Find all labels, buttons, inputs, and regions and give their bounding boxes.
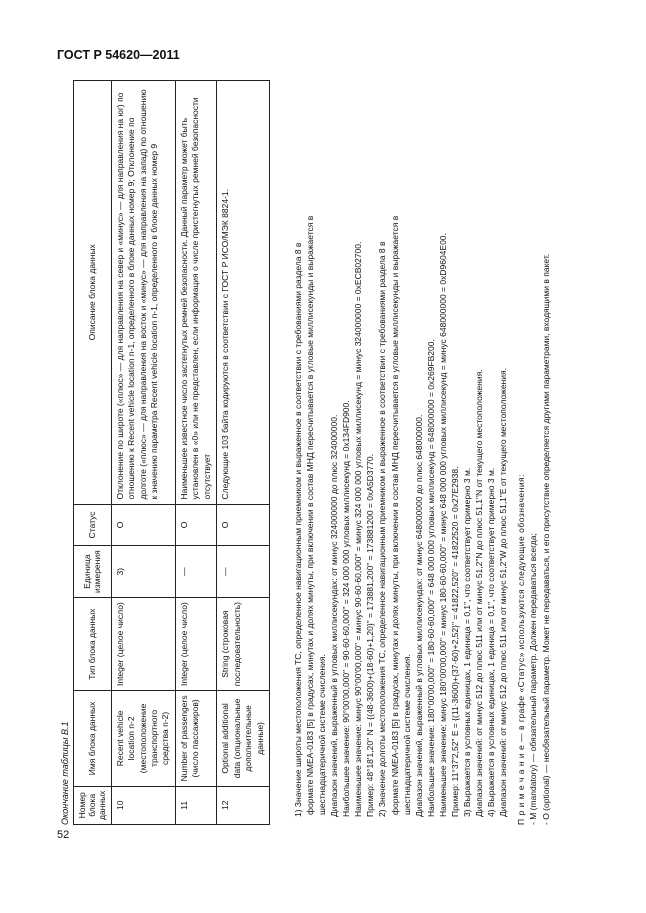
table-caption: Окончание таблицы В.1 xyxy=(60,721,70,825)
cell-name: Number of passengers (число пассажиров) xyxy=(175,691,216,786)
col-header-name: Имя блока данных xyxy=(74,691,112,786)
cell-unit: 3) xyxy=(111,546,175,598)
col-header-type: Тип блока данных xyxy=(74,598,112,691)
footnote-line: Наименьшее значение: минус 90°00'00,000" = минус 90·60·60,000" = минус 324 000 000 угловых миллисекунд = минус 324000000 = 0xECB02700. xyxy=(353,241,364,817)
footnotes-block xyxy=(292,80,552,825)
cell-type: Integer (целое число) xyxy=(175,598,216,691)
cell-number: 11 xyxy=(175,786,216,824)
footnote-line: шестнадцатеричной системе счисления. xyxy=(401,654,412,815)
cell-unit: — xyxy=(217,546,270,598)
table-row xyxy=(111,81,175,825)
cell-name: Optional additional data (опциональные дополнительные данные) xyxy=(217,691,270,786)
footnote-line: Диапазон значений, выраженный в угловых миллисекундах: от минус 324000000 до плюс 324000000. xyxy=(329,414,340,817)
footnote-line: Диапазон значений: от минус 512 до плюс 511 или от минус 51,2"N до плюс 51,1"N от текущего местоположения. xyxy=(473,369,484,817)
table-header-row xyxy=(74,81,112,825)
footnote-line: 1) Значение широты местоположения ТС, определенное навигационным приемником и выраженное в соответствии с требованиями раздела 8 в xyxy=(293,242,303,817)
note-item: - O (optional) — необязательный параметр. Может не передаваться, и его присутствие определяется другими параметрами, входящими в пакет. xyxy=(540,253,551,825)
cell-type: Integer (целое число) xyxy=(111,598,175,691)
table-row xyxy=(217,81,270,825)
cell-description: Следующие 103 байта кодируются в соответствии с ГОСТ Р ИСО/МЭК 8824-1. xyxy=(217,81,270,505)
footnote-line: Пример: 48°18'1,20" N = {(48·3600)+(18·60)+1,20}" = 173881,200" = 173881200 = 0xA5D3770. xyxy=(365,453,376,817)
document-header: ГОСТ Р 54620—2011 xyxy=(57,48,180,62)
footnote-line: формате NMEA-0183 [5] в градусах, минутах и долях минуты, при включении в состав МНД пересчитывается в угловые миллисекунды и выражается в xyxy=(305,215,316,815)
footnote-line: Диапазон значений, выраженный в угловых миллисекундах: от минус 648000000 до плюс 648000000. xyxy=(413,414,424,817)
footnote-line: формате NMEA-0183 [5] в градусах, минутах и долях минуты, при включении в состав МНД пересчитывается в угловые миллисекунды и выражается в xyxy=(389,215,400,815)
cell-number: 12 xyxy=(217,786,270,824)
cell-name: Recent vehicle location n-2 (местоположение транспортного средства n-2) xyxy=(111,691,175,786)
table-row xyxy=(175,81,216,825)
cell-status: O xyxy=(175,504,216,546)
cell-unit: — xyxy=(175,546,216,598)
note-item: - M (mandatory) — обязательный параметр. Должен передаваться всегда; xyxy=(528,533,539,825)
page-number: 52 xyxy=(57,829,70,841)
footnote-line: Пример: 11°37'2,52" E = {(11·3600)+(37·60)+2,52}" = 41822,520" = 41822520 = 0x27E2938. xyxy=(449,466,460,817)
footnote-line: Наибольшее значение: 90°00'00,000" = 90·60·60,000" = 324 000 000 угловых миллисекунд = 0x134FD900. xyxy=(341,400,352,817)
note-title: П р и м е ч а н и е — в графе «Статус» используются следующие обозначения: xyxy=(516,473,527,825)
cell-status: O xyxy=(217,504,270,546)
footnote-line: 3) Выражается в условных единицах, 1 единица = 0,1", что соответствует примерно 3 м. xyxy=(461,467,472,817)
col-header-number: Номер блока данных xyxy=(74,786,112,824)
rotated-page-content xyxy=(60,80,580,825)
cell-type: String (строковая последовательность) xyxy=(217,598,270,691)
col-header-description: Описание блока данных xyxy=(74,81,112,505)
cell-description: Отклонение по широте («плюс» — для направления на север и «минус» — для направления на юг) по отношению к Recent vehicle location n-1, определенного в блоке данных номер 9; Отклонение по долготе («плюс» — для направления на восток и «минус» — для направления на запад) по отношению к значению параметра Recent vehicle location n-1, определенного в блоке данных номер 9 xyxy=(111,81,175,505)
col-header-status: Статус xyxy=(74,504,112,546)
data-block-table xyxy=(73,80,270,825)
footnote-line: Наименьшее значение: минус 180°00'00,000" = минус 180·60·60,000" = минус 648 000 000 угловых миллисекунд = минус 648000000 = 0xD9604E00. xyxy=(437,233,448,817)
cell-number: 10 xyxy=(111,786,175,824)
footnote-line: 4) Выражается в условных единицах, 1 единица = 0,1", что соответствует примерно 3 м. xyxy=(486,467,496,817)
col-header-unit: Единица измерения xyxy=(74,546,112,598)
cell-description: Наименьшее известное число застегнутых ремней безопасности. Данный параметр может быть установлен в «0» или не представлен, если информация о числе пристегнутых ремней безопасности отсутствует xyxy=(175,81,216,505)
footnote-line: 2) Значение долготы местоположения ТС, определенное навигационным приемником и выраженное в соответствии с требованиями раздела 8 в xyxy=(377,241,388,817)
footnote-line: Диапазон значений: от минус 512 до плюс 511 или от минус 51,2"W до плюс 51,1"E от текущего местоположения. xyxy=(498,368,509,817)
cell-status: O xyxy=(111,504,175,546)
footnote-line: Наибольшее значение: 180°00'00,000" = 180·60·60,000" = 648 000 000 угловых миллисекунд = 648000000 = 0x269FB200. xyxy=(425,339,436,817)
footnote-line: шестнадцатеричной системе счисления. xyxy=(317,654,328,815)
